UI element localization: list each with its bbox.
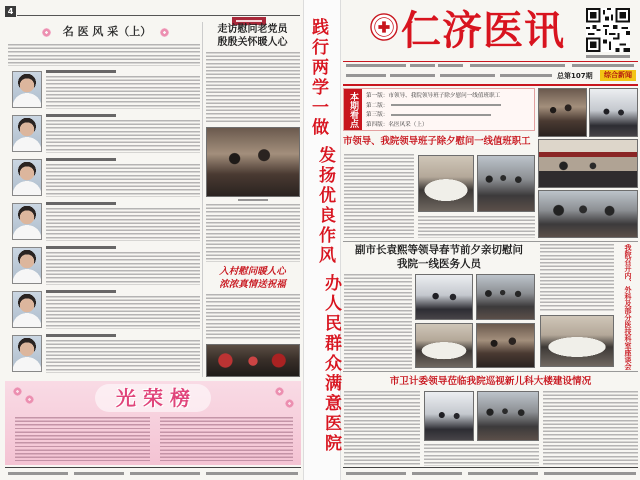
article-body-text: [344, 274, 412, 370]
header-rule: [17, 15, 300, 16]
news-photo: [418, 155, 474, 212]
visit-article-body: [206, 52, 300, 124]
news-photo: [538, 139, 638, 188]
visit-article-subtitle: 殷殷关怀暖人心: [217, 37, 288, 48]
left-page: [0, 0, 303, 480]
section-badge: 综合新闻: [600, 70, 636, 81]
section-rule: [343, 371, 638, 372]
masthead-title: 仁济医讯: [401, 7, 565, 54]
honor-roll: [5, 381, 301, 465]
headline-vice-mayor-visit: 副市长袁熙等领导春节前夕亲切慰问: [355, 244, 523, 256]
photo-caption: [238, 199, 268, 201]
headline-pediatric-building: 市卫计委领导莅临我院巡视新儿科大楼建设情况: [389, 376, 592, 387]
highlights-box: [343, 88, 535, 131]
village-article-body: [206, 294, 300, 341]
footer-text: [544, 472, 636, 475]
doctor-profile: [0, 156, 202, 200]
doctor-bio: [46, 252, 200, 285]
news-photo: [476, 274, 535, 320]
doctor-bio: [46, 340, 200, 373]
qr-caption: [586, 55, 630, 58]
news-photo: [415, 323, 473, 368]
highlight-item-text: [391, 104, 501, 106]
headline-symposium: 我院召开内、外科及部分医技科室座谈会: [624, 244, 633, 370]
news-photo: [415, 274, 473, 320]
headline-new-year-eve-visit: 市领导、我院领导班子除夕慰问一线值班职工: [343, 136, 531, 147]
doctor-name: [46, 202, 116, 205]
news-photo: [424, 391, 474, 441]
doctor-bio: [46, 296, 200, 329]
article-body-text: [344, 391, 420, 466]
footer-text: [8, 472, 68, 475]
section-tag-text: [236, 20, 262, 22]
article-body-text: [424, 444, 539, 466]
doctor-name: [46, 334, 116, 337]
news-photo: [538, 190, 638, 238]
issue-info: [500, 74, 552, 77]
doctor-bio: [46, 76, 200, 109]
flower-decoration: [160, 28, 169, 37]
highlight-item: 第一版：市领导、我院领导班子除夕慰问一线值班职工: [366, 93, 501, 99]
honor-roll-list: [160, 417, 293, 461]
qr-code: [586, 8, 630, 52]
slogan-1: 践行两学一做: [308, 18, 328, 138]
page-number: 4: [5, 6, 16, 17]
doctor-bio: [46, 208, 200, 241]
footer-text: [468, 472, 538, 475]
honor-roll-list: [15, 417, 150, 461]
visit-article-body: [206, 204, 300, 262]
date-info: [572, 64, 634, 67]
village-article-subtitle: 浓浓真情送祝福: [219, 279, 286, 290]
highlight-item-text: [391, 114, 491, 116]
meeting-photo: [540, 315, 614, 367]
masthead-top-rule: [343, 61, 638, 62]
highlight-item: 第四版：名医风采（上）: [366, 121, 428, 128]
hospital-emblem-logo: [370, 13, 398, 41]
highlight-item: 第三版：: [366, 112, 389, 118]
profile-heading: 名 医 风 采（上）: [62, 25, 152, 38]
flower-decoration: [42, 28, 51, 37]
highlights-label: 本期看点: [344, 89, 362, 130]
footer-text: [206, 472, 298, 475]
doctor-photo: [12, 71, 42, 108]
issue-info: [440, 74, 495, 77]
footer-text: [130, 472, 200, 475]
news-photo: [477, 391, 539, 441]
doctor-profile: [0, 288, 202, 332]
honor-roll-title: 光 荣 榜: [116, 386, 190, 410]
news-photo: [589, 88, 638, 137]
visit-photo: [206, 127, 300, 197]
slogan-2: 发扬优良作风: [315, 146, 335, 266]
news-photo: [477, 155, 535, 212]
publisher-info: [410, 64, 435, 67]
doctor-bio: [46, 120, 200, 153]
news-photo: [476, 323, 535, 368]
footer-text: [346, 472, 406, 475]
doctor-photo: [12, 115, 42, 152]
article-body-text: [344, 154, 414, 238]
footer-text: [412, 472, 462, 475]
doctor-photo: [12, 159, 42, 196]
masthead-bottom-rule: [343, 84, 638, 86]
visit-article-title: 走访慰问老党员: [217, 24, 288, 35]
footer-rule: [343, 467, 638, 468]
doctor-name: [46, 70, 116, 73]
doctor-profile: [0, 244, 202, 288]
publisher-info: [438, 64, 463, 67]
doctor-name: [46, 158, 116, 161]
section-rule: [343, 241, 638, 242]
issue-info: [346, 74, 386, 77]
intro-text: [8, 44, 200, 66]
village-visit-photo: [206, 344, 300, 377]
doctor-photo: [12, 335, 42, 372]
doctor-name: [46, 114, 116, 117]
village-article-title: 入村慰问暖人心: [219, 266, 286, 277]
doctor-bio: [46, 164, 200, 197]
website-info: [470, 64, 565, 67]
doctor-profile: [0, 68, 202, 112]
news-photo: [538, 88, 587, 137]
publisher-info: [346, 64, 406, 67]
issue-info: [390, 74, 435, 77]
footer-text: [74, 472, 124, 475]
headline-vice-mayor-visit-subline: 我院一线医务人员: [397, 258, 481, 270]
doctor-photo: [12, 203, 42, 240]
doctor-profile: [0, 332, 202, 376]
doctor-profile: [0, 200, 202, 244]
article-body-text: [540, 244, 614, 312]
article-body-text: [418, 216, 535, 238]
slogan-3: 办人民群众满意医院: [321, 274, 341, 454]
doctor-photo: [12, 247, 42, 284]
doctor-name: [46, 290, 116, 293]
highlight-item: 第二版：: [366, 102, 389, 109]
article-body-text: [543, 391, 638, 466]
doctor-profile: [0, 112, 202, 156]
doctor-photo: [12, 291, 42, 328]
footer-rule: [5, 467, 301, 468]
issue-total: 总第107期: [557, 72, 593, 80]
column-divider: [202, 22, 203, 377]
doctor-name: [46, 246, 116, 249]
